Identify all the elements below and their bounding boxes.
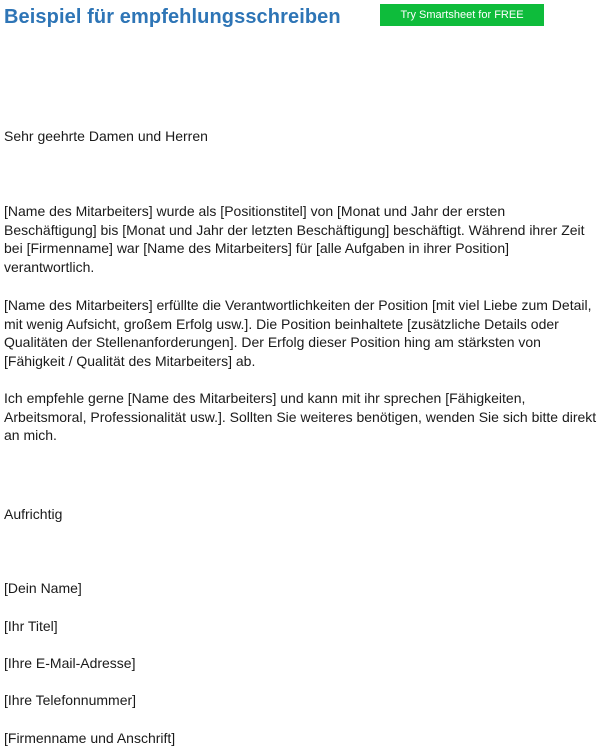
- signature-email: [Ihre E-Mail-Adresse]: [4, 655, 136, 671]
- signature-phone: [Ihre Telefonnummer]: [4, 692, 137, 708]
- signature-name: [Dein Name]: [4, 580, 82, 596]
- signature-company: [Firmenname und Anschrift]: [4, 730, 176, 746]
- signature-title: [Ihr Titel]: [4, 618, 58, 634]
- try-smartsheet-button[interactable]: Try Smartsheet for FREE: [380, 4, 544, 26]
- letter-paragraph: [Name des Mitarbeiters] erfüllte die Verantwortlichkeiten der Position [mit viel Liebe zum Detail, mit wenig Aufsicht, großem Erfolg usw.]. Die Position beinhaltete [zusätzliche Details oder Qualitäten der Stellenanforderungen]. Der Erfolg dieser Position hing am stärksten von [Fähigkeit / Qualität des Mitarbeiters] ab.: [4, 297, 592, 369]
- letter-closing: Aufrichtig: [4, 506, 63, 522]
- letter-paragraph: [Name des Mitarbeiters] wurde als [Positionstitel] von [Monat und Jahr der ersten Beschäftigung] bis [Monat und Jahr der letzten Beschäftigung] beschäftigt. Während ihrer Zeit bei [Firmenname] war [Name des Mitarbeiters] für [alle Aufgaben in ihrer Position] verantwortlich.: [4, 203, 585, 275]
- letter-paragraph: Ich empfehle gerne [Name des Mitarbeiters] und kann mit ihr sprechen [Fähigkeiten, Arbeitsmoral, Professionalität usw.]. Sollten Sie weiteres benötigen, wenden Sie sich bitte direkt an mich.: [4, 390, 597, 443]
- page-title: Beispiel für empfehlungsschreiben: [4, 6, 341, 28]
- letter-greeting: Sehr geehrte Damen und Herren: [4, 128, 208, 144]
